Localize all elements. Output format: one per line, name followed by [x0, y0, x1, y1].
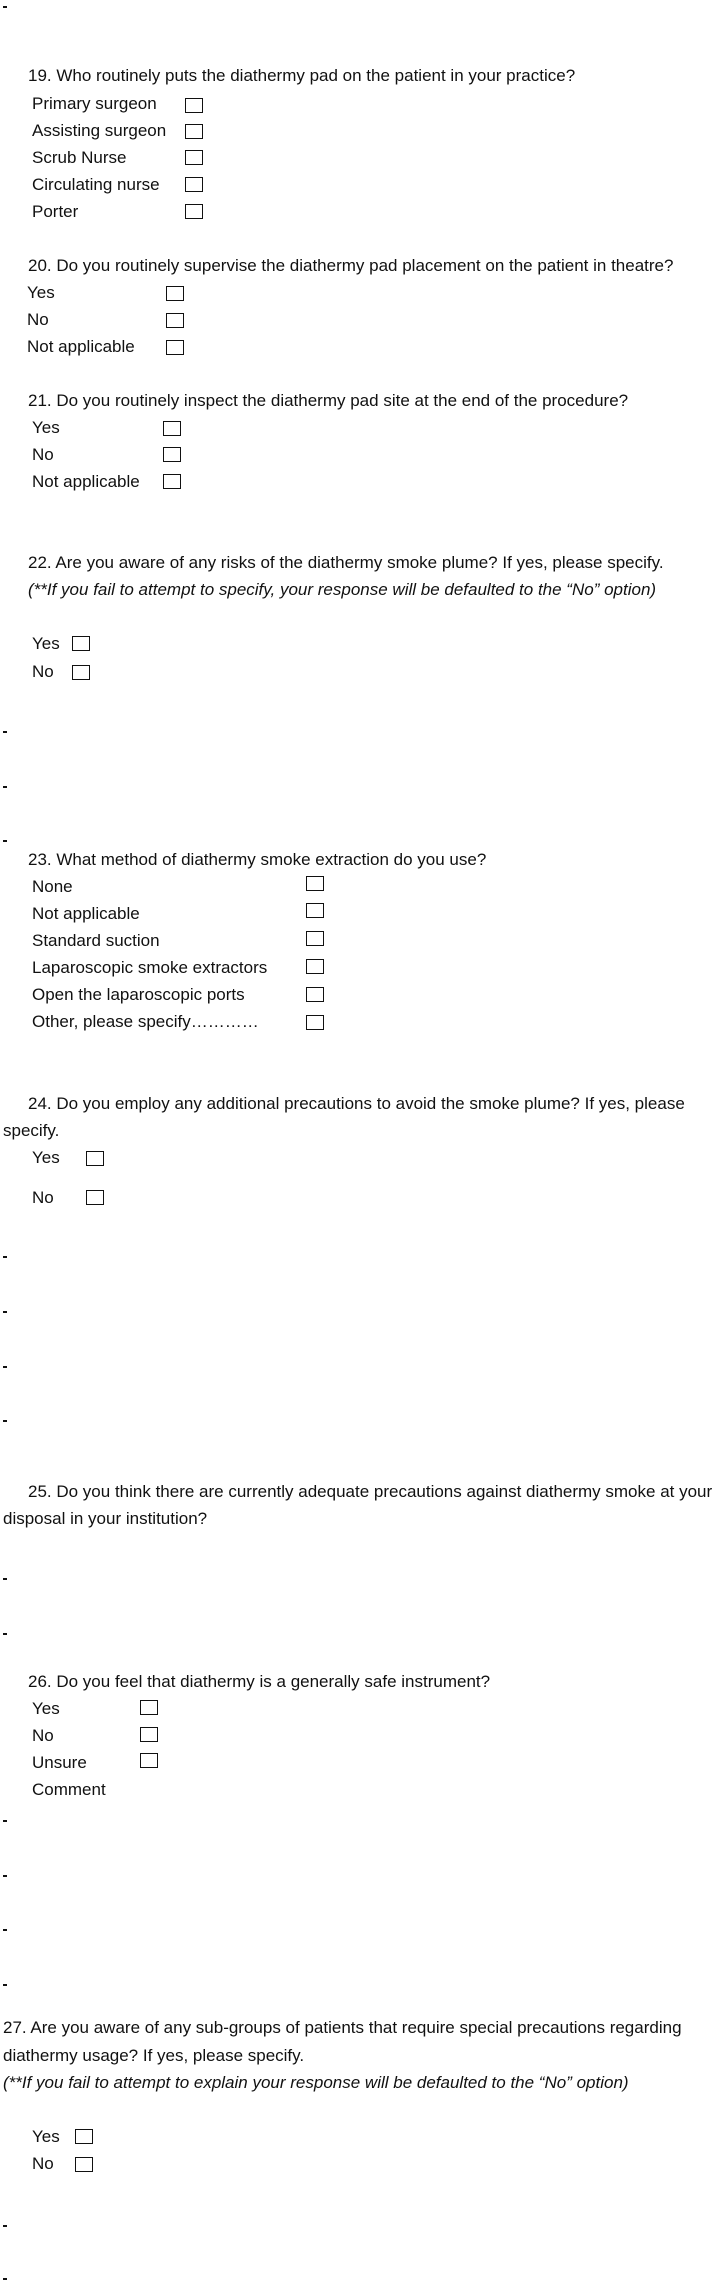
question-27-note: (**If you fail to attempt to explain your response will be defaulted to the “No” option) [3, 2073, 629, 2092]
q21-checkbox-yes[interactable] [163, 421, 181, 436]
q26-option-yes: Yes [32, 1699, 60, 1718]
answer-line-mark [3, 2278, 7, 2280]
q19-option-scrub-nurse: Scrub Nurse [32, 148, 127, 167]
q26-comment-label: Comment [32, 1780, 106, 1799]
q22-option-no: No [32, 662, 54, 681]
q21-checkbox-not-applicable[interactable] [163, 474, 181, 489]
q26-checkbox-no[interactable] [140, 1727, 158, 1742]
q27-checkbox-yes[interactable] [75, 2129, 93, 2144]
question-22: 22. Are you aware of any risks of the diathermy smoke plume? If yes, please specify. [28, 553, 664, 572]
question-25: 25. Do you think there are currently adequate precautions against diathermy smoke at your [28, 1482, 713, 1501]
q21-option-not-applicable: Not applicable [32, 472, 140, 491]
answer-line-mark [3, 731, 7, 733]
q24-checkbox-no[interactable] [86, 1190, 104, 1205]
q19-option-circulating-nurse: Circulating nurse [32, 175, 160, 194]
q21-checkbox-no[interactable] [163, 447, 181, 462]
question-25-cont: disposal in your institution? [3, 1509, 208, 1528]
question-24-cont: specify. [3, 1121, 60, 1140]
q24-option-yes: Yes [32, 1148, 60, 1167]
q23-checkbox-open-laparoscopic-ports[interactable] [306, 987, 324, 1002]
q26-checkbox-unsure[interactable] [140, 1753, 158, 1768]
q23-checkbox-standard-suction[interactable] [306, 931, 324, 946]
q20-checkbox-yes[interactable] [166, 286, 184, 301]
q19-option-porter: Porter [32, 202, 79, 221]
q26-option-no: No [32, 1726, 54, 1745]
q24-option-no: No [32, 1188, 54, 1207]
q20-option-yes: Yes [27, 283, 55, 302]
question-27: 27. Are you aware of any sub-groups of patients that require special precautions regarding [3, 2018, 682, 2037]
q23-option-open-laparoscopic-ports: Open the laparoscopic ports [32, 985, 245, 1004]
q23-checkbox-not-applicable[interactable] [306, 903, 324, 918]
question-21: 21. Do you routinely inspect the diathermy pad site at the end of the procedure? [28, 391, 629, 410]
q23-checkbox-laparoscopic-smoke-extractors[interactable] [306, 959, 324, 974]
q24-checkbox-yes[interactable] [86, 1151, 104, 1166]
q27-checkbox-no[interactable] [75, 2157, 93, 2172]
question-19: 19. Who routinely puts the diathermy pad on the patient in your practice? [28, 66, 576, 85]
question-24: 24. Do you employ any additional precautions to avoid the smoke plume? If yes, please [28, 1094, 685, 1113]
answer-line-mark [3, 840, 7, 842]
q20-checkbox-not-applicable[interactable] [166, 340, 184, 355]
question-22-note: (**If you fail to attempt to specify, your response will be defaulted to the “No” option) [28, 580, 657, 599]
q23-checkbox-none[interactable] [306, 876, 324, 891]
question-26: 26. Do you feel that diathermy is a generally safe instrument? [28, 1672, 491, 1691]
answer-line-mark [3, 1875, 7, 1877]
q23-option-other: Other, please specify………… [32, 1012, 259, 1031]
q23-checkbox-other[interactable] [306, 1015, 324, 1030]
answer-line-mark [3, 1820, 7, 1822]
q19-option-assisting-surgeon: Assisting surgeon [32, 121, 167, 140]
answer-line-mark [3, 1929, 7, 1931]
answer-line-mark [3, 1420, 7, 1422]
q21-option-no: No [32, 445, 54, 464]
q19-checkbox-assisting-surgeon[interactable] [185, 124, 203, 139]
question-23: 23. What method of diathermy smoke extraction do you use? [28, 850, 487, 869]
q19-option-primary-surgeon: Primary surgeon [32, 94, 157, 113]
q19-checkbox-primary-surgeon[interactable] [185, 98, 203, 113]
answer-line-mark [3, 6, 7, 8]
q19-checkbox-scrub-nurse[interactable] [185, 150, 203, 165]
answer-line-mark [3, 1256, 7, 1258]
q22-option-yes: Yes [32, 634, 60, 653]
q23-option-none: None [32, 877, 73, 896]
q20-checkbox-no[interactable] [166, 313, 184, 328]
answer-line-mark [3, 1366, 7, 1368]
answer-line-mark [3, 1578, 7, 1580]
q19-checkbox-porter[interactable] [185, 204, 203, 219]
q21-option-yes: Yes [32, 418, 60, 437]
q23-option-not-applicable: Not applicable [32, 904, 140, 923]
q20-option-not-applicable: Not applicable [27, 337, 135, 356]
q23-option-standard-suction: Standard suction [32, 931, 160, 950]
q22-checkbox-no[interactable] [72, 665, 90, 680]
q27-option-yes: Yes [32, 2127, 60, 2146]
q22-checkbox-yes[interactable] [72, 636, 90, 651]
q26-checkbox-yes[interactable] [140, 1700, 158, 1715]
q26-option-unsure: Unsure [32, 1753, 87, 1772]
q23-option-laparoscopic-smoke-extractors: Laparoscopic smoke extractors [32, 958, 268, 977]
answer-line-mark [3, 1633, 7, 1635]
answer-line-mark [3, 1984, 7, 1986]
answer-line-mark [3, 786, 7, 788]
answer-line-mark [3, 2225, 7, 2227]
q20-option-no: No [27, 310, 49, 329]
q19-checkbox-circulating-nurse[interactable] [185, 177, 203, 192]
question-20: 20. Do you routinely supervise the diathermy pad placement on the patient in theatre? [28, 256, 674, 275]
question-27-cont: diathermy usage? If yes, please specify. [3, 2046, 305, 2065]
answer-line-mark [3, 1311, 7, 1313]
q27-option-no: No [32, 2154, 54, 2173]
